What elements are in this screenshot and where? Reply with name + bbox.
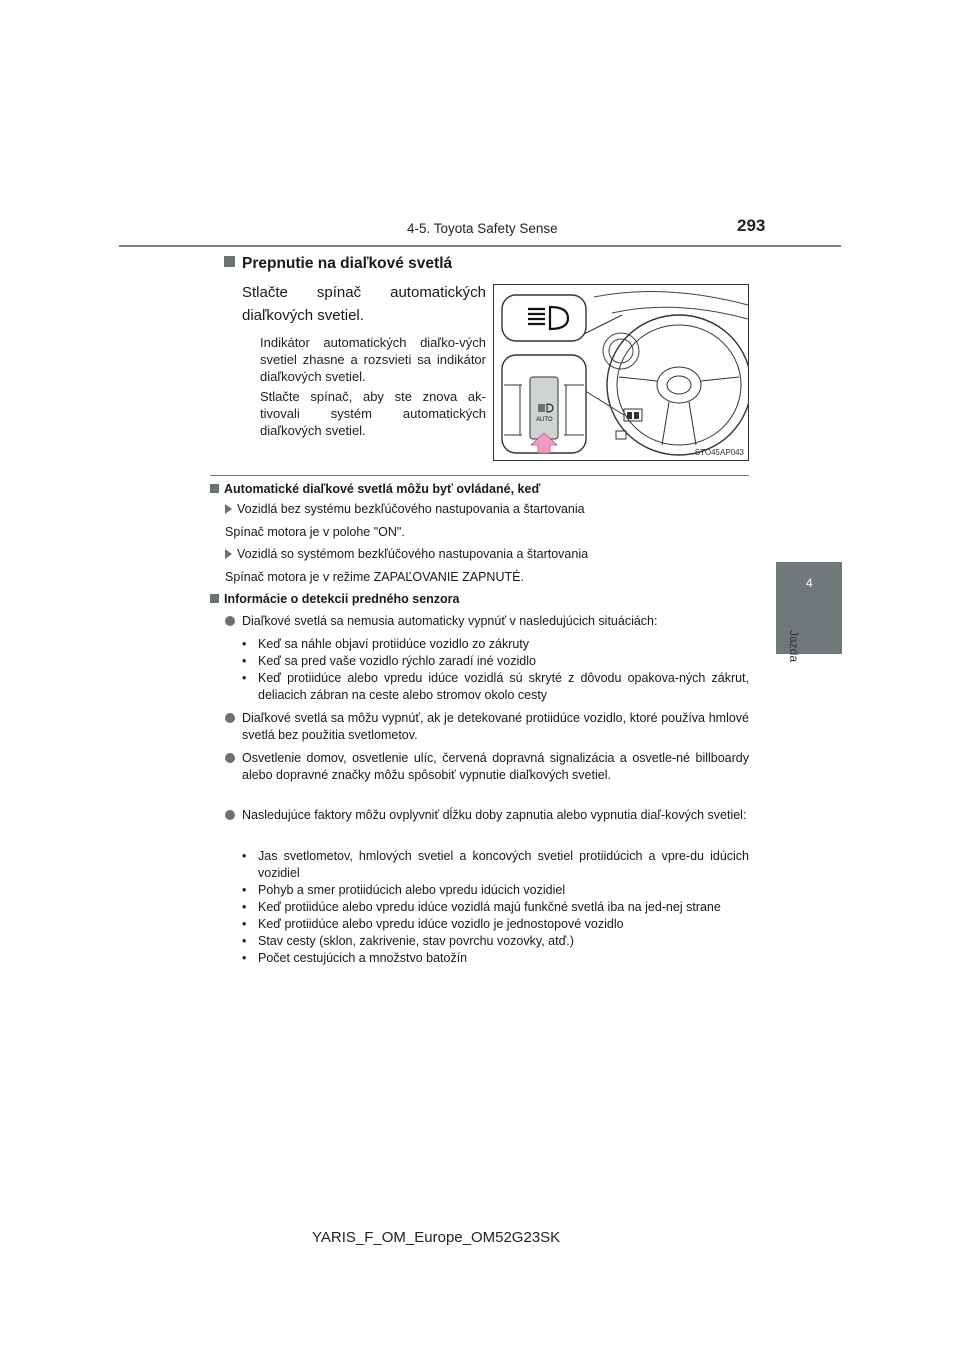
situations-list — [225, 636, 749, 704]
note-2: Stlačte spínač, aby ste znova ak-tivovali systém automatických diaľkových svetiel. — [260, 389, 486, 438]
steering-wheel-switch-drawing — [494, 285, 748, 460]
info1-heading — [210, 482, 540, 496]
list-item: • Keď protiidúce alebo vpredu idúce vozidlo je jednostopové vozidlo — [225, 916, 749, 933]
square-bullet-icon — [210, 594, 219, 603]
condition-1-text: Spínač motora je v polohe "ON". — [225, 525, 405, 539]
triangle-bullet-icon — [225, 504, 232, 514]
list-item: • Pohyb a smer protiidúcich alebo vpredu idúcich vozidiel — [225, 882, 749, 899]
bullet-4: Nasledujúce faktory môžu ovplyvniť dĺžku doby zapnutia alebo vypnutia diaľ-kových svetiel: — [225, 807, 749, 824]
info1-heading-text: Automatické diaľkové svetlá môžu byť ovládané, keď — [224, 482, 541, 496]
condition-2-text: Spínač motora je v režime ZAPAĽOVANIE ZAPNUTÉ. — [225, 570, 524, 584]
list-item: • Keď protiidúce alebo vpredu idúce vozidlá sú skryté z dôvodu opakova-ných zákrut, deliacich zábran na ceste alebo stromov okolo cesty — [225, 670, 749, 704]
header-rule — [119, 245, 841, 247]
circle-bullet-icon — [225, 810, 235, 820]
chapter-number: 4 — [806, 576, 813, 590]
list-item: • Stav cesty (sklon, zakrivenie, stav povrchu vozovky, atď.) — [225, 933, 749, 950]
square-bullet-icon — [210, 484, 219, 493]
running-header-section: 4-5. Toyota Safety Sense — [407, 221, 558, 236]
document-id: YARIS_F_OM_Europe_OM52G23SK — [312, 1229, 561, 1246]
circle-bullet-icon — [225, 616, 235, 626]
circle-bullet-icon — [225, 753, 235, 763]
list-item: • Jas svetlometov, hmlových svetiel a koncových svetiel protiidúcich a vpre-du idúcich vozidiel — [225, 848, 749, 882]
list-item: • Počet cestujúcich a množstvo batožín — [225, 950, 749, 967]
bullet-1: Diaľkové svetlá sa nemusia automaticky vypnúť v nasledujúcich situáciách: — [225, 613, 749, 630]
bullet-2: Diaľkové svetlá sa môžu vypnúť, ak je detekované protiidúce vozidlo, ktoré používa hmlové svetlá bez použitia svetlometov. — [225, 710, 749, 744]
bullet-3: Osvetlenie domov, osvetlenie ulíc, červená dopravná signalizácia a osvetle-né billboardy alebo dopravné značky môžu spôsobiť vypnutie diaľkových svetiel. — [225, 750, 749, 784]
circle-bullet-icon — [225, 713, 235, 723]
info2-heading-text: Informácie o detekcii predného senzora — [224, 592, 460, 606]
note-1: Indikátor automatických diaľko-vých svetiel zhasne a rozsvieti sa indikátor diaľkových svetiel. — [260, 335, 486, 384]
instruction-text: Stlačte spínač automatických diaľkových svetiel. — [242, 284, 486, 324]
condition-2: Vozidlá so systémom bezkľúčového nastupovania a štartovania — [225, 547, 588, 561]
section-title — [224, 255, 452, 273]
chapter-label: Jazda — [787, 630, 801, 663]
auto-switch-label: AUTO — [536, 417, 553, 423]
chapter-label-wrap — [785, 630, 835, 670]
condition-1: Vozidlá bez systému bezkľúčového nastupovania a štartovania — [225, 502, 585, 516]
list-item: • Keď sa pred vaše vozidlo rýchlo zaradí iné vozidlo — [225, 653, 749, 670]
list-item: • Keď protiidúce alebo vpredu idúce vozidlá majú funkčné svetlá iba na jed-nej strane — [225, 899, 749, 916]
info2-heading — [210, 592, 459, 606]
factors-list — [225, 848, 749, 967]
section-divider — [210, 475, 749, 476]
page-number: 293 — [737, 216, 766, 235]
square-bullet-icon — [224, 256, 235, 267]
list-item: • Keď sa náhle objaví protiidúce vozidlo zo zákruty — [225, 636, 749, 653]
dashboard-illustration — [493, 284, 749, 461]
section-title-text: Prepnutie na diaľkové svetlá — [242, 255, 453, 272]
triangle-bullet-icon — [225, 549, 232, 559]
figure-caption: STO45AP043 — [694, 448, 744, 457]
